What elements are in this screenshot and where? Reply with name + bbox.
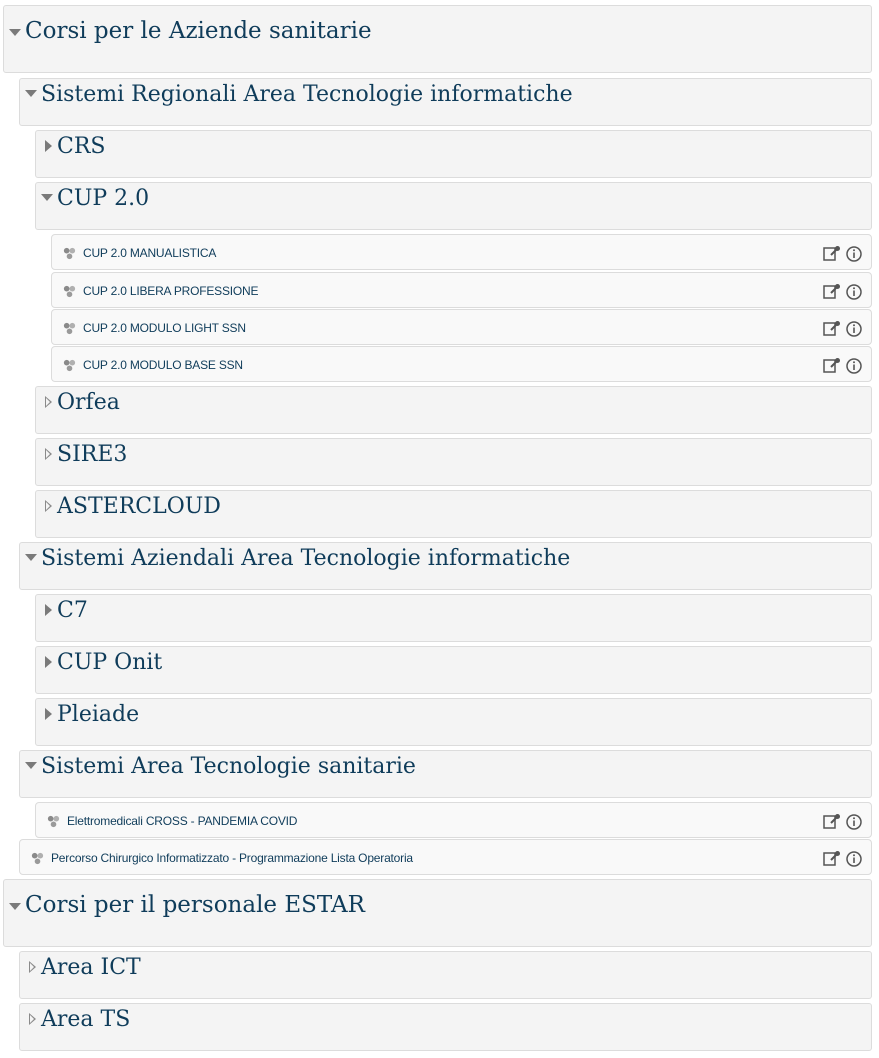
category-sistemi-regionali[interactable] (19, 78, 872, 126)
category-orfea[interactable] (35, 386, 872, 434)
collapsed-arrow-icon[interactable] (45, 448, 52, 460)
expanded-arrow-icon[interactable] (9, 29, 21, 36)
category-corsi-personale-estar[interactable] (3, 879, 872, 947)
category-area-ts[interactable] (19, 1003, 872, 1051)
key-icon[interactable] (823, 813, 841, 831)
category-sire3[interactable] (35, 438, 872, 486)
category-title[interactable]: SIRE3 (57, 442, 128, 467)
category-cup-2-0[interactable] (35, 182, 872, 230)
collapsed-arrow-icon[interactable] (45, 708, 52, 720)
category-title[interactable]: Corsi per le Aziende sanitarie (25, 18, 372, 44)
category-title[interactable]: CUP 2.0 (57, 186, 150, 211)
course-actions (823, 320, 865, 338)
course-cup-modulo-base[interactable] (51, 346, 872, 382)
collapsed-arrow-icon[interactable] (45, 396, 52, 408)
category-title[interactable]: CUP Onit (57, 650, 163, 675)
course-actions (823, 283, 865, 301)
expanded-arrow-icon[interactable] (25, 554, 37, 561)
course-link[interactable]: CUP 2.0 MODULO LIGHT SSN (83, 321, 246, 335)
category-title[interactable]: Corsi per il personale ESTAR (25, 892, 365, 918)
info-icon[interactable] (845, 245, 863, 263)
category-title[interactable]: Area ICT (41, 955, 141, 980)
course-actions (823, 357, 865, 375)
key-icon[interactable] (823, 320, 841, 338)
category-sistemi-tecnologie-sanitarie[interactable] (19, 750, 872, 798)
category-pleiade[interactable] (35, 698, 872, 746)
course-icon (62, 284, 77, 299)
category-astercloud[interactable] (35, 490, 872, 538)
course-icon (30, 851, 45, 866)
course-cup-modulo-light[interactable] (51, 309, 872, 345)
course-cup-libera-professione[interactable] (51, 272, 872, 308)
collapsed-arrow-icon[interactable] (29, 1013, 36, 1025)
category-title[interactable]: Orfea (57, 390, 120, 415)
course-icon (46, 814, 61, 829)
course-link[interactable]: CUP 2.0 LIBERA PROFESSIONE (83, 284, 259, 298)
category-title[interactable]: Sistemi Regionali Area Tecnologie informatiche (41, 82, 573, 107)
collapsed-arrow-icon[interactable] (45, 140, 52, 152)
category-c7[interactable] (35, 594, 872, 642)
category-title[interactable]: Sistemi Area Tecnologie sanitarie (41, 754, 416, 779)
info-icon[interactable] (845, 850, 863, 868)
category-area-ict[interactable] (19, 951, 872, 999)
key-icon[interactable] (823, 245, 841, 263)
course-link[interactable]: Percorso Chirurgico Informatizzato - Programmazione Lista Operatoria (51, 851, 413, 865)
course-link[interactable]: CUP 2.0 MANUALISTICA (83, 246, 217, 260)
key-icon[interactable] (823, 850, 841, 868)
course-icon (62, 321, 77, 336)
expanded-arrow-icon[interactable] (25, 90, 37, 97)
course-elettromedicali[interactable] (35, 802, 872, 838)
course-percorso-chirurgico[interactable] (19, 839, 872, 875)
category-title[interactable]: C7 (57, 598, 88, 623)
key-icon[interactable] (823, 283, 841, 301)
category-cup-onit[interactable] (35, 646, 872, 694)
info-icon[interactable] (845, 283, 863, 301)
category-title[interactable]: Area TS (41, 1007, 131, 1032)
info-icon[interactable] (845, 357, 863, 375)
collapsed-arrow-icon[interactable] (29, 961, 36, 973)
category-title[interactable]: Pleiade (57, 702, 140, 727)
category-crs[interactable] (35, 130, 872, 178)
course-actions (823, 850, 865, 868)
category-sistemi-aziendali[interactable] (19, 542, 872, 590)
info-icon[interactable] (845, 813, 863, 831)
expanded-arrow-icon[interactable] (41, 194, 53, 201)
course-link[interactable]: Elettromedicali CROSS - PANDEMIA COVID (67, 814, 298, 828)
collapsed-arrow-icon[interactable] (45, 500, 52, 512)
info-icon[interactable] (845, 320, 863, 338)
category-corsi-aziende-sanitarie[interactable] (3, 5, 872, 73)
category-title[interactable]: ASTERCLOUD (57, 494, 221, 519)
expanded-arrow-icon[interactable] (25, 762, 37, 769)
expanded-arrow-icon[interactable] (9, 903, 21, 910)
course-actions (823, 245, 865, 263)
course-actions (823, 813, 865, 831)
course-cup-manualistica[interactable] (51, 234, 872, 270)
course-icon (62, 358, 77, 373)
category-title[interactable]: CRS (57, 134, 106, 159)
key-icon[interactable] (823, 357, 841, 375)
category-title[interactable]: Sistemi Aziendali Area Tecnologie informatiche (41, 546, 571, 571)
collapsed-arrow-icon[interactable] (45, 656, 52, 668)
course-icon (62, 246, 77, 261)
course-link[interactable]: CUP 2.0 MODULO BASE SSN (83, 358, 243, 372)
collapsed-arrow-icon[interactable] (45, 604, 52, 616)
